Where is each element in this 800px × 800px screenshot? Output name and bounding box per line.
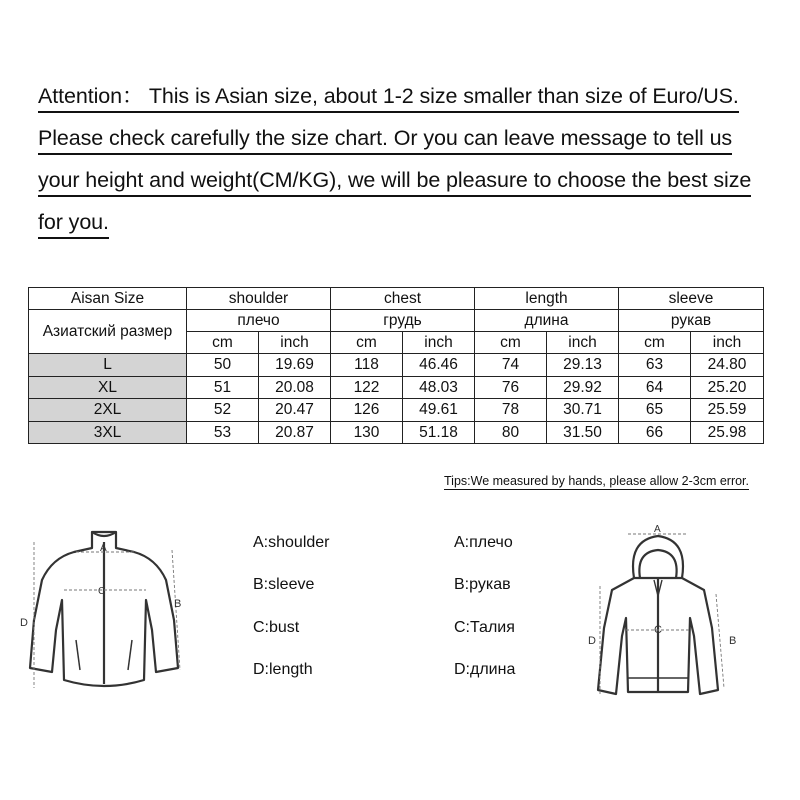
notice-line-3: your height and weight(CM/KG), we will be pleasure to choose the best size <box>38 166 751 197</box>
label-a-right: A <box>654 524 661 535</box>
col-length-ru: длина <box>475 310 619 332</box>
col-sleeve-en: sleeve <box>619 288 764 310</box>
size-header-en: Aisan Size <box>29 288 187 310</box>
legend-length-ru: D:длина <box>454 661 516 678</box>
header-row-ru <box>29 310 764 332</box>
size-cell: XL <box>29 376 187 399</box>
table-cell: 29.13 <box>547 354 619 377</box>
col-sleeve-ru: рукав <box>619 310 764 332</box>
table-cell: 24.80 <box>691 354 764 377</box>
table-cell: 118 <box>331 354 403 377</box>
table-row <box>29 354 764 377</box>
table-cell: 126 <box>331 399 403 422</box>
table-cell: 49.61 <box>403 399 475 422</box>
table-cell: 25.59 <box>691 399 764 422</box>
table-row <box>29 421 764 444</box>
label-b-right: B <box>729 635 737 647</box>
table-cell: 48.03 <box>403 376 475 399</box>
table-cell: 51 <box>187 376 259 399</box>
table-row <box>29 376 764 399</box>
size-cell: 3XL <box>29 421 187 444</box>
col-shoulder-ru: плечо <box>187 310 331 332</box>
unit-cm: cm <box>475 332 547 354</box>
table-cell: 64 <box>619 376 691 399</box>
table-cell: 122 <box>331 376 403 399</box>
jacket-diagram-left <box>12 520 212 700</box>
table-cell: 53 <box>187 421 259 444</box>
table-cell: 25.98 <box>691 421 764 444</box>
size-chart-table <box>28 287 764 444</box>
table-cell: 19.69 <box>259 354 331 377</box>
table-row <box>29 399 764 422</box>
unit-inch: inch <box>547 332 619 354</box>
header-row-en <box>29 288 764 310</box>
legend-sleeve-en: B:sleeve <box>253 576 315 593</box>
col-shoulder-en: shoulder <box>187 288 331 310</box>
col-chest-ru: грудь <box>331 310 475 332</box>
size-cell: 2XL <box>29 399 187 422</box>
unit-inch: inch <box>403 332 475 354</box>
legend-shoulder-ru: A:плечо <box>454 534 513 551</box>
label-b-left: B <box>174 598 182 610</box>
table-cell: 30.71 <box>547 399 619 422</box>
table-cell: 46.46 <box>403 354 475 377</box>
table-cell: 51.18 <box>403 421 475 444</box>
table-cell: 20.47 <box>259 399 331 422</box>
col-length-en: length <box>475 288 619 310</box>
table-cell: 50 <box>187 354 259 377</box>
notice-line-4: for you. <box>38 208 109 239</box>
unit-cm: cm <box>187 332 259 354</box>
notice-line-1: Attention： This is Asian size, about 1-2 size smaller than size of Euro/US. <box>38 82 739 113</box>
label-c-right: C <box>654 624 662 636</box>
legend-bust-ru: C:Талия <box>454 619 515 636</box>
table-cell: 80 <box>475 421 547 444</box>
table-cell: 63 <box>619 354 691 377</box>
table-cell: 76 <box>475 376 547 399</box>
label-d-left: D <box>20 617 28 629</box>
table-cell: 29.92 <box>547 376 619 399</box>
size-header-ru: Азиатский размер <box>29 310 187 354</box>
col-chest-en: chest <box>331 288 475 310</box>
table-cell: 20.87 <box>259 421 331 444</box>
label-d-right: D <box>588 635 596 647</box>
unit-cm: cm <box>331 332 403 354</box>
unit-inch: inch <box>259 332 331 354</box>
unit-inch: inch <box>691 332 764 354</box>
tips-note: Tips:We measured by hands, please allow 2-3cm error. <box>444 474 749 488</box>
table-cell: 78 <box>475 399 547 422</box>
label-a-left: A <box>100 543 107 554</box>
table-cell: 65 <box>619 399 691 422</box>
table-cell: 74 <box>475 354 547 377</box>
hoodie-diagram-right <box>578 518 748 708</box>
table-cell: 20.08 <box>259 376 331 399</box>
attention-notice <box>38 78 798 246</box>
unit-cm: cm <box>619 332 691 354</box>
label-c-left: C <box>98 586 106 597</box>
table-cell: 130 <box>331 421 403 444</box>
size-cell: L <box>29 354 187 377</box>
legend-sleeve-ru: B:рукав <box>454 576 511 593</box>
table-cell: 66 <box>619 421 691 444</box>
legend-bust-en: C:bust <box>253 619 300 636</box>
table-cell: 52 <box>187 399 259 422</box>
legend-shoulder-en: A:shoulder <box>253 534 330 551</box>
notice-line-2: Please check carefully the size chart. Or you can leave message to tell us <box>38 124 732 155</box>
table-cell: 25.20 <box>691 376 764 399</box>
legend-length-en: D:length <box>253 661 313 678</box>
table-cell: 31.50 <box>547 421 619 444</box>
